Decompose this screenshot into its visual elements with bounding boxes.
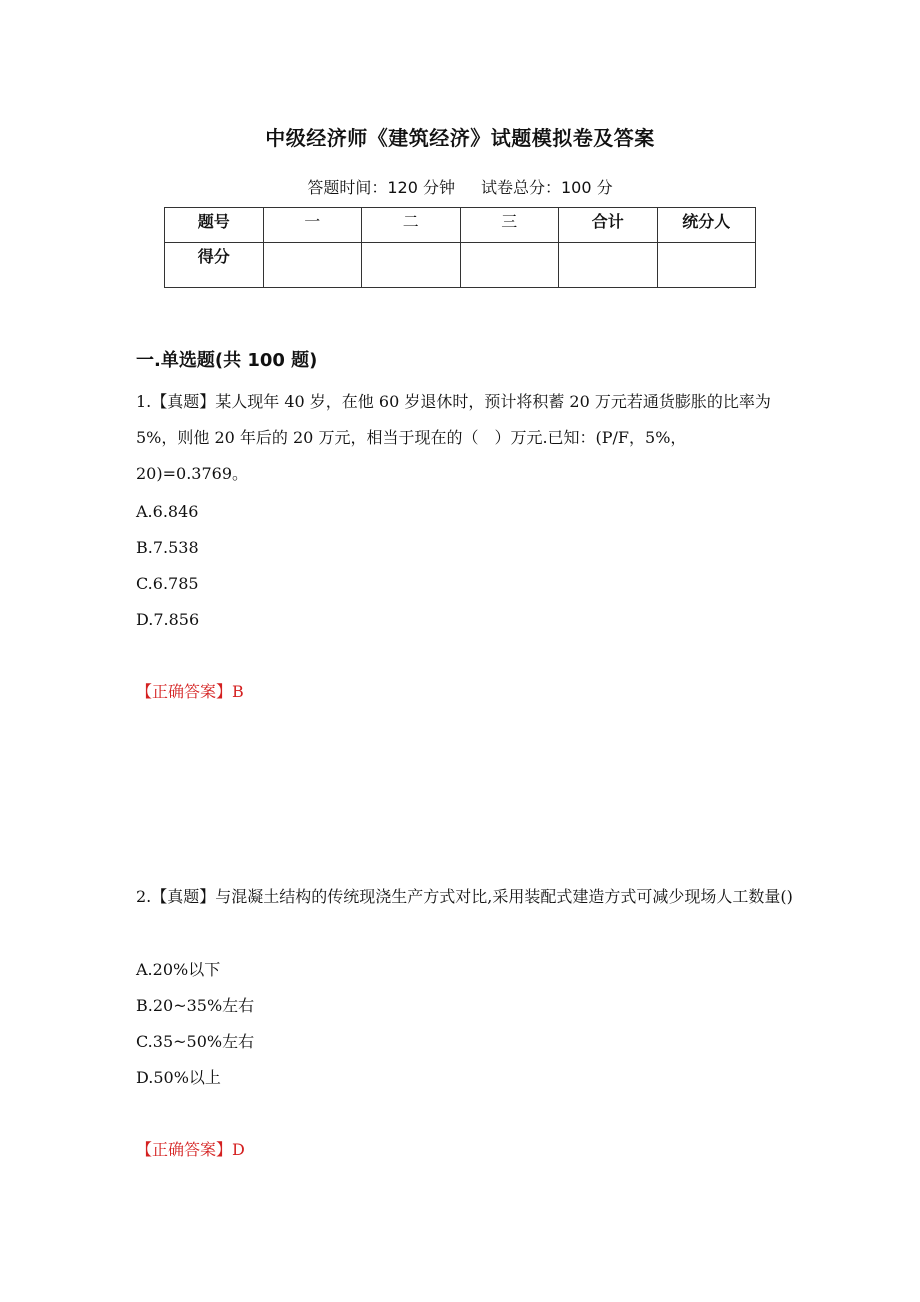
exam-total-score: 试卷总分：100 分 — [481, 178, 613, 197]
score-header-cell: 题号 — [165, 208, 264, 243]
document-title: 中级经济师《建筑经济》试题模拟卷及答案 — [265, 126, 655, 150]
score-cell[interactable] — [559, 243, 658, 288]
score-cell[interactable] — [263, 243, 362, 288]
question-2-answer: 【正确答案】D — [136, 1140, 245, 1159]
exam-time: 答题时间：120 分钟 — [307, 178, 455, 197]
question-1-option-a: A.6.846 — [136, 502, 199, 521]
section-title: 一.单选题(共 100 题) — [136, 350, 318, 371]
question-2-option-c: C.35~50%左右 — [136, 1032, 255, 1051]
score-row-label: 得分 — [165, 243, 264, 288]
score-table-score-row — [165, 243, 756, 288]
question-1-option-b: B.7.538 — [136, 538, 199, 557]
score-header-cell: 一 — [263, 208, 362, 243]
score-header-cell: 三 — [460, 208, 559, 243]
question-1-option-d: D.7.856 — [136, 610, 200, 629]
score-cell[interactable] — [657, 243, 756, 288]
score-header-cell: 二 — [362, 208, 461, 243]
question-1-option-c: C.6.785 — [136, 574, 199, 593]
score-table-header-row — [165, 208, 756, 243]
question-2-option-b: B.20~35%左右 — [136, 996, 255, 1015]
question-2-option-a: A.20%以下 — [136, 960, 221, 979]
score-header-cell: 合计 — [559, 208, 658, 243]
question-1-answer: 【正确答案】B — [136, 682, 244, 701]
score-cell[interactable] — [362, 243, 461, 288]
score-table — [164, 207, 756, 288]
question-2-text: 2.【真题】与混凝土结构的传统现浇生产方式对比,采用装配式建造方式可减少现场人工数量() — [136, 887, 793, 906]
exam-info — [0, 175, 920, 198]
score-header-cell: 统分人 — [657, 208, 756, 243]
question-1-text: 1.【真题】某人现年 40 岁，在他 60 岁退休时，预计将积蓄 20 万元若通货膨胀的比率为 5%，则他 20 年后的 20 万元，相当于现在的（ ）万元.已知：(P/F，5%，20)=0.3769。 — [136, 392, 771, 483]
question-2-option-d: D.50%以上 — [136, 1068, 221, 1087]
score-cell[interactable] — [460, 243, 559, 288]
